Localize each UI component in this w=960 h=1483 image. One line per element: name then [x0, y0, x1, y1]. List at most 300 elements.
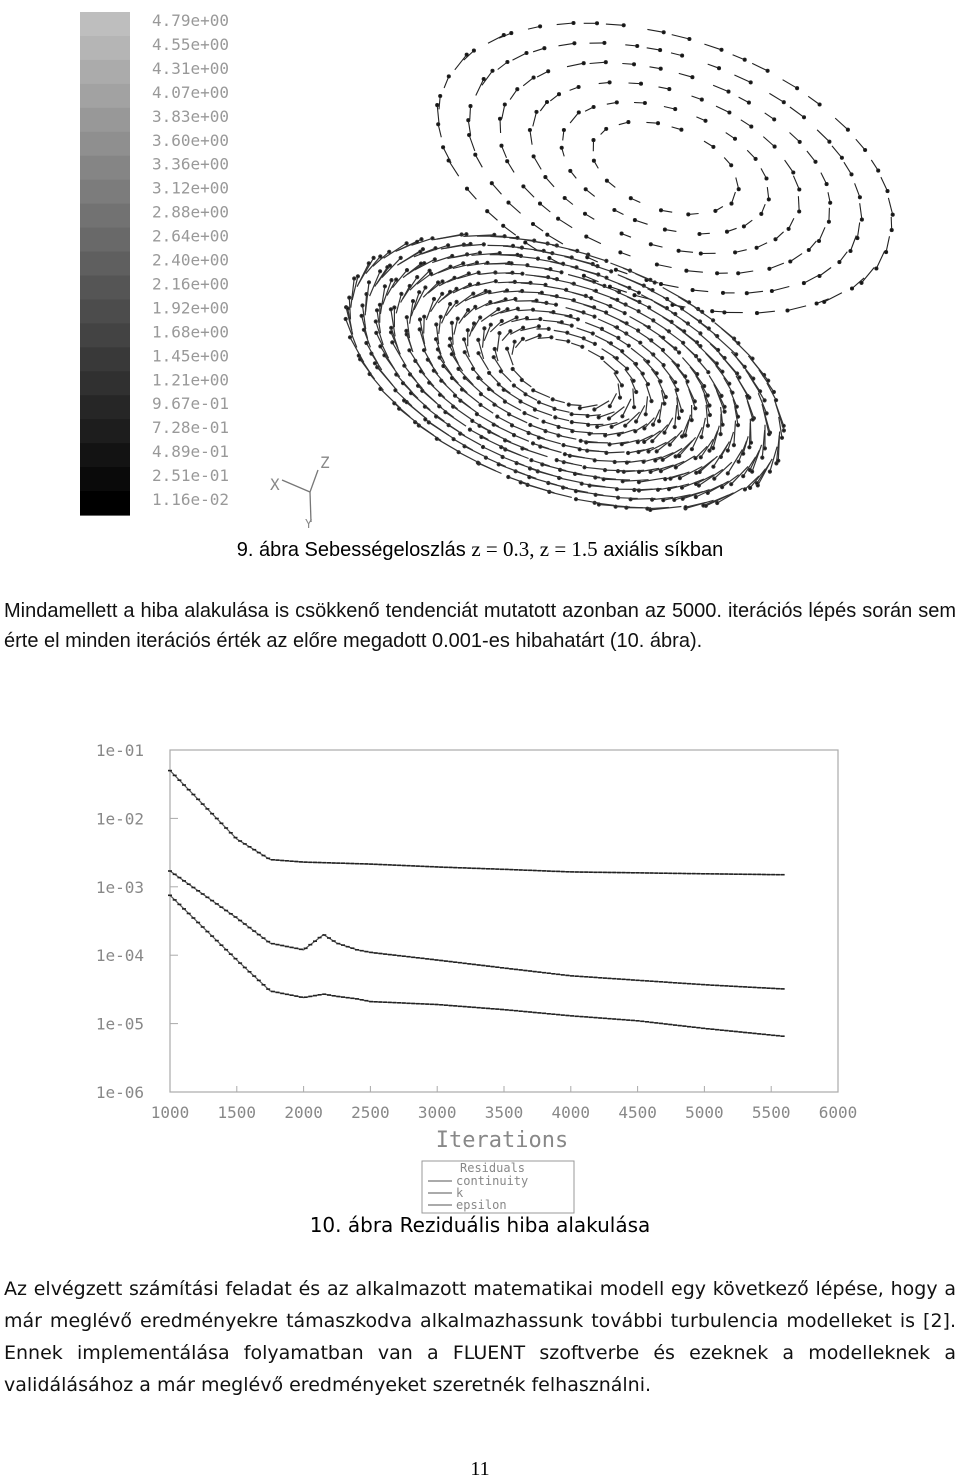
- velocity-vector: [557, 323, 572, 326]
- velocity-vector: [505, 402, 521, 411]
- vector-head: [567, 403, 570, 406]
- x-tick-label: 2500: [351, 1103, 390, 1122]
- velocity-vector: [832, 146, 842, 158]
- vector-head: [498, 332, 501, 335]
- vector-head: [442, 146, 445, 149]
- velocity-vector: [862, 268, 875, 283]
- vector-head: [660, 209, 663, 212]
- velocity-vector: [601, 329, 618, 338]
- vector-head: [712, 319, 715, 322]
- vector-head: [507, 201, 510, 204]
- vector-head: [567, 340, 570, 343]
- vector-head: [522, 185, 525, 188]
- velocity-vector: [530, 130, 532, 145]
- vector-head: [511, 368, 514, 371]
- velocity-vector: [417, 274, 431, 285]
- velocity-vector: [479, 273, 496, 275]
- vector-head: [525, 52, 528, 55]
- vector-head: [765, 412, 768, 415]
- vector-head: [419, 318, 422, 321]
- vector-head: [346, 307, 349, 310]
- velocity-vector: [651, 353, 664, 365]
- vector-head: [489, 301, 492, 304]
- velocity-vector: [488, 245, 514, 246]
- paragraph-1: Mindamellett a hiba alakulása is csökkenő tendenciát mutatott azonban az 5000. iterációs lépés során sem érte el minden iterációs érték az előre megadott 0.001-es hibahatárt (10. ábra).: [4, 600, 956, 652]
- velocity-vector: [769, 263, 784, 269]
- vector-head: [815, 302, 818, 305]
- vector-head: [627, 121, 630, 124]
- velocity-vector: [423, 283, 438, 298]
- vector-head: [657, 122, 660, 125]
- vector-head: [792, 171, 795, 174]
- axis-x-label: X: [270, 475, 280, 494]
- velocity-vector: [478, 463, 496, 471]
- vector-head: [447, 75, 450, 78]
- vector-head: [608, 405, 611, 408]
- velocity-vector: [860, 203, 862, 219]
- velocity-vector: [437, 234, 467, 239]
- velocity-vector: [788, 306, 807, 311]
- vector-head: [510, 32, 513, 35]
- vector-head: [787, 227, 790, 230]
- vector-head: [648, 306, 651, 309]
- vector-head: [719, 433, 722, 436]
- vector-head: [706, 424, 709, 427]
- vector-head: [555, 303, 558, 306]
- vector-head: [467, 309, 470, 312]
- vector-head: [636, 45, 639, 48]
- vector-head: [365, 342, 368, 345]
- vector-head: [562, 129, 565, 132]
- velocity-vector: [481, 405, 494, 413]
- vector-head: [708, 449, 711, 452]
- vector-head: [582, 274, 585, 277]
- velocity-vector: [503, 226, 516, 235]
- vector-head: [742, 225, 745, 228]
- vector-head: [513, 340, 516, 343]
- vector-head: [707, 371, 710, 374]
- velocity-vector: [713, 444, 727, 466]
- vector-head: [450, 321, 453, 324]
- vector-head: [406, 269, 409, 272]
- velocity-vector: [576, 499, 600, 503]
- vector-head: [563, 453, 566, 456]
- velocity-vector: [647, 29, 663, 32]
- velocity-vector: [454, 439, 473, 450]
- vector-head: [751, 470, 754, 473]
- vector-head: [802, 282, 805, 285]
- vector-head: [714, 209, 717, 212]
- vector-head: [488, 371, 491, 374]
- vector-head: [584, 212, 587, 215]
- velocity-vector: [512, 425, 531, 433]
- velocity-vector: [534, 311, 553, 312]
- velocity-vector: [657, 265, 672, 268]
- velocity-vector: [424, 317, 425, 334]
- vector-head: [624, 424, 627, 427]
- vector-head: [829, 201, 832, 204]
- vector-head: [579, 439, 582, 442]
- velocity-vector: [572, 422, 587, 424]
- vector-head: [663, 431, 666, 434]
- velocity-vector: [472, 421, 490, 431]
- velocity-vector: [687, 348, 700, 361]
- velocity-vector: [459, 310, 468, 323]
- vector-head: [730, 202, 733, 205]
- velocity-vector: [606, 452, 624, 453]
- velocity-vector: [701, 323, 717, 336]
- vector-head: [593, 408, 596, 411]
- vector-head: [532, 76, 535, 79]
- vector-head: [727, 90, 730, 93]
- vector-head: [530, 459, 533, 462]
- vector-head: [572, 22, 575, 25]
- vector-head: [593, 342, 596, 345]
- vector-head: [614, 268, 617, 271]
- vector-head: [712, 447, 715, 450]
- vector-head: [674, 466, 677, 469]
- velocity-vector: [465, 291, 486, 301]
- vector-head: [390, 326, 393, 329]
- velocity-vector: [876, 251, 884, 268]
- velocity-vector: [514, 435, 529, 441]
- vector-head: [690, 448, 693, 451]
- vector-head: [814, 160, 817, 163]
- vector-head: [539, 202, 542, 205]
- velocity-vector: [738, 271, 753, 273]
- vector-head: [507, 476, 510, 479]
- velocity-vector: [577, 328, 593, 334]
- vector-head: [477, 271, 480, 274]
- velocity-vector: [559, 43, 575, 46]
- vector-head: [492, 356, 495, 359]
- velocity-vector: [590, 62, 606, 63]
- velocity-vector: [502, 105, 505, 119]
- colorbar-band: [80, 84, 130, 109]
- vector-head: [720, 48, 723, 51]
- vector-head: [684, 434, 687, 437]
- vector-head: [650, 400, 653, 403]
- vector-head: [516, 307, 519, 310]
- velocity-vector: [881, 177, 888, 191]
- velocity-vector: [606, 24, 624, 25]
- vector-head: [477, 352, 480, 355]
- velocity-vector: [521, 283, 546, 285]
- vector-head: [433, 258, 436, 261]
- velocity-vector: [441, 381, 454, 394]
- vector-head: [619, 251, 622, 254]
- velocity-vector: [359, 356, 371, 373]
- vector-head: [678, 351, 681, 354]
- velocity-vector: [346, 319, 357, 348]
- x-tick-label: 2000: [284, 1103, 323, 1122]
- vector-head: [668, 443, 671, 446]
- vector-head: [633, 63, 636, 66]
- vector-head: [538, 334, 541, 337]
- velocity-vector: [558, 219, 572, 228]
- vector-head: [760, 212, 763, 215]
- vector-head: [482, 78, 485, 81]
- vector-head: [471, 419, 474, 422]
- vector-head: [482, 243, 485, 246]
- vector-head: [734, 137, 737, 140]
- vector-head: [383, 285, 386, 288]
- vector-head: [700, 98, 703, 101]
- colorbar-band: [80, 371, 130, 396]
- velocity-vector: [585, 322, 602, 329]
- vector-head: [627, 344, 630, 347]
- vector-head: [601, 357, 604, 360]
- vector-head: [420, 238, 423, 241]
- velocity-vector: [470, 430, 489, 440]
- velocity-vector: [497, 333, 499, 351]
- vector-head: [441, 292, 444, 295]
- velocity-vector: [487, 211, 497, 220]
- vector-head: [708, 404, 711, 407]
- velocity-vector: [798, 196, 799, 211]
- x-tick-label: 1000: [150, 1103, 190, 1122]
- vector-head: [374, 320, 377, 323]
- vector-head: [486, 210, 489, 213]
- vector-head: [743, 488, 746, 491]
- vector-head: [463, 351, 466, 354]
- vector-head: [615, 371, 618, 374]
- vector-head: [658, 420, 661, 423]
- vector-head: [496, 415, 499, 418]
- velocity-vector: [492, 183, 502, 194]
- velocity-vector: [490, 321, 502, 332]
- vector-head: [372, 256, 375, 259]
- velocity-vector: [539, 402, 553, 407]
- colorbar-band: [80, 60, 130, 85]
- vector-head: [424, 286, 427, 289]
- velocity-vector: [604, 361, 617, 372]
- vector-head: [543, 47, 546, 50]
- vector-head: [435, 323, 438, 326]
- colorbar-band: [80, 180, 130, 205]
- velocity-vector: [415, 259, 435, 270]
- vector-head: [755, 246, 758, 249]
- velocity-vector: [661, 284, 679, 287]
- vector-head: [726, 472, 729, 475]
- velocity-vector: [513, 53, 527, 60]
- velocity-vector: [442, 304, 451, 323]
- vector-head: [718, 67, 721, 70]
- page-number: 11: [470, 1458, 490, 1480]
- y-tick-labels: [96, 741, 144, 1102]
- vector-head: [550, 336, 553, 339]
- vector-head: [818, 240, 821, 243]
- velocity-vector: [569, 334, 584, 338]
- vector-head: [585, 235, 588, 238]
- vector-head: [643, 102, 646, 105]
- vector-head: [662, 31, 665, 34]
- velocity-vector: [370, 271, 381, 296]
- vector-head: [622, 24, 625, 27]
- vector-head: [521, 337, 524, 340]
- vector-head: [716, 272, 719, 275]
- velocity-vector: [829, 208, 830, 222]
- vector-head: [663, 402, 666, 405]
- velocity-vector: [499, 384, 511, 393]
- velocity-vector: [382, 258, 401, 278]
- vector-head: [379, 255, 382, 258]
- vector-head: [388, 250, 391, 253]
- vector-head: [577, 86, 580, 89]
- velocity-vector: [772, 287, 789, 292]
- velocity-vector: [425, 407, 445, 422]
- colorbar-label: 4.07e+00: [152, 82, 230, 102]
- vector-head: [375, 331, 378, 334]
- vector-head: [570, 421, 573, 424]
- velocity-vector: [481, 309, 498, 321]
- vector-head: [698, 233, 701, 236]
- vector-head: [637, 481, 640, 484]
- vector-head: [418, 328, 421, 331]
- vector-head: [649, 243, 652, 246]
- y-tick-label: 1e-02: [95, 809, 144, 829]
- vector-head: [477, 338, 480, 341]
- vector-head: [532, 155, 535, 158]
- velocity-vector: [651, 369, 660, 382]
- colorbar-band: [80, 12, 130, 37]
- velocity-vector: [888, 198, 892, 215]
- velocity-vector: [857, 222, 859, 238]
- vector-head: [562, 444, 565, 447]
- vector-head: [457, 367, 460, 370]
- series-line-k: [170, 871, 785, 989]
- vector-head: [570, 324, 573, 327]
- vector-head: [781, 436, 784, 439]
- vector-head: [655, 450, 658, 453]
- velocity-vector: [618, 498, 638, 499]
- vector-head: [774, 238, 777, 241]
- vector-head: [438, 356, 441, 359]
- colorbar-band: [80, 132, 130, 157]
- vector-head: [660, 283, 663, 286]
- vector-head: [708, 414, 711, 417]
- vector-head: [655, 263, 658, 266]
- vector-head: [368, 281, 371, 284]
- vector-head: [466, 329, 469, 332]
- vector-head: [763, 447, 766, 450]
- colorbar-label: 3.36e+00: [152, 154, 230, 174]
- velocity-vector: [886, 236, 889, 252]
- velocity-vector: [526, 266, 551, 269]
- vector-head: [516, 88, 519, 91]
- vector-head: [818, 103, 821, 106]
- colorbar-label: 4.55e+00: [152, 35, 230, 54]
- vector-head: [803, 116, 806, 119]
- vector-head: [512, 384, 515, 387]
- colorbar-label: 3.12e+00: [152, 178, 230, 198]
- velocity-vector: [494, 357, 503, 371]
- vector-head: [732, 444, 735, 447]
- velocity-vector: [752, 63, 767, 70]
- velocity-vector: [509, 414, 527, 423]
- vector-head: [456, 317, 459, 320]
- vector-head: [466, 187, 469, 190]
- vector-head: [603, 41, 606, 44]
- vector-head: [750, 125, 753, 128]
- colorbar-band: [80, 156, 130, 181]
- caption-9-suffix: axiális síkban: [603, 539, 724, 561]
- vector-head: [786, 309, 789, 312]
- vector-head: [722, 291, 725, 294]
- velocity-vector: [591, 265, 611, 272]
- velocity-vector: [677, 367, 688, 381]
- velocity-vector: [750, 450, 759, 470]
- velocity-vector: [824, 293, 842, 302]
- velocity-vector: [515, 301, 536, 302]
- vector-head: [860, 281, 863, 284]
- velocity-vector: [469, 135, 475, 151]
- vector-head: [503, 103, 506, 106]
- coordinate-triad: [270, 453, 330, 530]
- paragraph-2: Az elvégzett számítási feladat és az alkalmazott matematikai modell egy következő lépése, hogy a már meglévő eredményekre támaszkodva alkalmazhassunk további turbulencia modelleket is [2]. Ennek implementálása folyamatban van a FLUENT szoftverbe és ezeknek a modelleknek a validálásához a már meglévő eredményeket szeretnék felhasználni.: [4, 1278, 956, 1396]
- velocity-vector: [475, 155, 482, 168]
- velocity-vector: [613, 357, 627, 369]
- velocity-vector: [664, 340, 679, 352]
- velocity-vector: [499, 464, 525, 474]
- velocity-vector: [380, 346, 394, 369]
- vector-head: [439, 315, 442, 318]
- velocity-vector: [790, 133, 800, 142]
- x-tick-label: 3000: [417, 1103, 457, 1122]
- colorbar-band: [80, 467, 130, 492]
- vector-head: [388, 264, 391, 267]
- vector-head: [435, 338, 438, 341]
- velocity-vector: [545, 269, 562, 272]
- velocity-vector: [607, 342, 622, 351]
- vector-head: [405, 242, 408, 245]
- velocity-vector: [370, 374, 384, 390]
- vector-head: [506, 347, 509, 350]
- vector-head: [462, 262, 465, 265]
- vector-head: [449, 337, 452, 340]
- vector-head: [494, 280, 497, 283]
- vector-head: [439, 95, 442, 98]
- vector-head: [405, 329, 408, 332]
- vector-head: [885, 251, 888, 254]
- vector-head: [521, 272, 524, 275]
- velocity-vector: [724, 378, 733, 393]
- vector-head: [684, 506, 687, 509]
- plot-frame: [170, 750, 838, 1092]
- velocity-vector: [618, 384, 620, 398]
- vector-head: [608, 443, 611, 446]
- vector-head: [678, 455, 681, 458]
- vector-head: [681, 486, 684, 489]
- legend-title: Residuals: [460, 1161, 526, 1175]
- velocity-vector: [638, 312, 653, 321]
- vector-head: [604, 434, 607, 437]
- velocity-vector: [547, 235, 563, 244]
- vector-head: [532, 389, 535, 392]
- vector-head: [569, 169, 572, 172]
- velocity-vector: [366, 343, 378, 364]
- vector-head: [828, 140, 831, 143]
- y-tick-label: 1e-03: [95, 877, 144, 897]
- vector-head: [695, 471, 698, 474]
- velocity-vector: [403, 277, 418, 299]
- vector-head: [605, 259, 608, 262]
- vector-head: [515, 316, 518, 319]
- vector-head: [537, 325, 540, 328]
- x-tick-labels: [151, 1103, 858, 1122]
- velocity-vector: [595, 336, 611, 344]
- colorbar-label: 4.31e+00: [152, 58, 230, 78]
